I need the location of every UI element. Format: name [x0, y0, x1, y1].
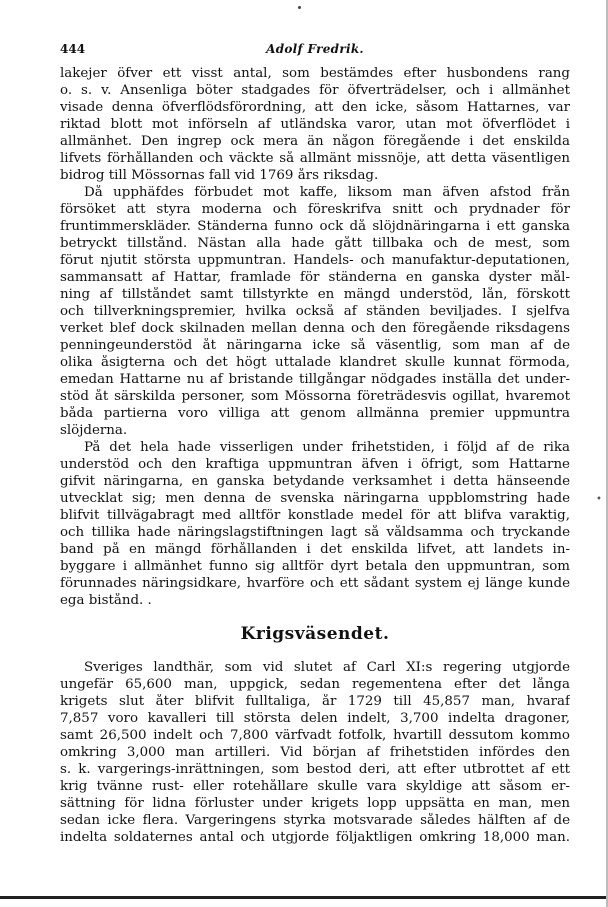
text-line: band på en mängd förhållanden i det enskilda lifvet, att landets in- — [60, 542, 570, 557]
text-line: sedan icke flera. Vargeringens styrka motsvarade således hälften af de — [60, 813, 570, 828]
bottom-rule — [0, 896, 608, 899]
text-line: omkring 3,000 man artilleri. Vid början af frihetstiden infördes den — [60, 745, 570, 760]
text-line: samt 26,500 indelt och 7,800 värfvadt fotfolk, hvartill dessutom kommo — [60, 728, 570, 743]
text-line: På det hela hade visserligen under frihetstiden, i följd af de rika — [84, 440, 570, 455]
text-line: lakejer öfver ett visst antal, som bestämdes efter husbondens rang — [60, 66, 570, 81]
print-speck — [298, 6, 301, 9]
text-line: visade denna öfverflödsförordning, att den icke, såsom Hattarnes, var — [60, 100, 570, 115]
text-line: blifvit tillvägabragt med alltför konstlade medel för att blifva varaktig, — [60, 508, 570, 523]
text-line: s. k. vargerings-inrättningen, som bestod deri, att efter utbrottet af ett — [60, 762, 570, 777]
text-line: stöd åt särskilda personer, som Mössorna företrädesvis ogillat, hvaremot — [60, 389, 570, 404]
text-line: utvecklat sig; men denna de svenska näringarna uppblomstring hade — [60, 491, 570, 506]
text-line: båda partierna voro villiga att genom allmänna premier uppmuntra — [60, 406, 570, 421]
text-line: och tillika hade näringslagstiftningen lagt så våldsamma och tryckande — [60, 525, 570, 540]
text-line: Sveriges landthär, som vid slutet af Carl XI:s regering utgjorde — [84, 660, 570, 675]
text-line: emedan Hattarne nu af bristande tillgångar nödgades inställa det under- — [60, 372, 570, 387]
text-line: sättning för lidna förluster under krigets lopp uppsätta en man, men — [60, 796, 570, 811]
text-line: gifvit näringarna, en ganska betydande verksamhet i detta hänseende — [60, 474, 570, 489]
text-line: Då upphäfdes förbudet mot kaffe, liksom man äfven afstod från — [84, 185, 570, 200]
text-line: ungefär 65,600 man, uppgick, sedan regementena efter det långa — [60, 677, 570, 692]
text-line: sammansatt af Hattar, framlade för ständerna en ganska dyster mål- — [60, 270, 570, 285]
text-line: krig tvänne rust- eller rotehållare skulle vara skyldige att såsom er- — [60, 779, 570, 794]
page-header — [60, 42, 570, 58]
text-line: betryckt tillstånd. Nästan alla hade gått tillbaka och de mest, som — [60, 236, 570, 251]
running-title: Adolf Fredrik. — [266, 42, 364, 56]
text-line: ega bistånd. . — [60, 593, 152, 608]
margin-mark: • — [596, 494, 602, 505]
text-line: 7,857 voro kavalleri till största delen indelt, 3,700 indelta dragoner, — [60, 711, 570, 726]
text-line: indelta soldaternes antal och utgjorde följaktligen omkring 18,000 man. — [60, 830, 570, 845]
text-line: verket blef dock skilnaden mellan denna och den föregående riksdagens — [60, 321, 570, 336]
text-line: förut njutit största uppmuntran. Handels- och manufaktur-deputationen, — [60, 253, 570, 268]
text-line: krigets slut åter blifvit fulltaliga, år 1729 till 45,857 man, hvaraf — [60, 694, 570, 709]
text-line: försöket att styra moderna och föreskrifva snitt och prydnader för — [60, 202, 570, 217]
text-line: och tillverkningspremier, hvilka också af ständen beviljades. I sjelfva — [60, 304, 570, 319]
text-line: understöd och den kraftiga uppmuntran äfven i öfrigt, som Hattarne — [60, 457, 570, 472]
text-line: riktad blott mot införseln af utländska varor, utan mot öfverflödet i — [60, 117, 570, 132]
text-line: o. s. v. Ansenliga böter stadgades för öfverträdelser, och i allmänhet — [60, 83, 570, 98]
text-line: lifvets förhållanden och väckte så allmänt missnöje, att detta väsentligen — [60, 151, 570, 166]
text-line: ning af tillståndet samt tillstyrkte en mängd understöd, lån, förskott — [60, 287, 570, 302]
text-line: bidrog till Mössornas fall vid 1769 års riksdag. — [60, 168, 379, 183]
page-number: 444 — [60, 42, 86, 56]
text-line: allmänhet. Den ingrep ock mera än någon föregående i det enskilda — [60, 134, 570, 149]
text-line: slöjderna. — [60, 423, 128, 438]
text-line: förunnades näringsidkare, hvarföre och ett sådant system ej länge kunde — [60, 576, 570, 591]
section-heading: Krigsväsendet. — [240, 624, 390, 644]
text-line: penningeunderstöd åt näringarna icke så väsentlig, som man af de — [60, 338, 570, 353]
text-line: fruntimmerskläder. Ständerna funno ock då slöjdnäringarna i ett ganska — [60, 219, 570, 234]
text-line: byggare i allmänhet funno sig alltför dyrt betala den uppmuntran, som — [60, 559, 570, 574]
text-line: olika åsigterna och det högt uttalade klandret skulle kunnat förmoda, — [60, 355, 570, 370]
